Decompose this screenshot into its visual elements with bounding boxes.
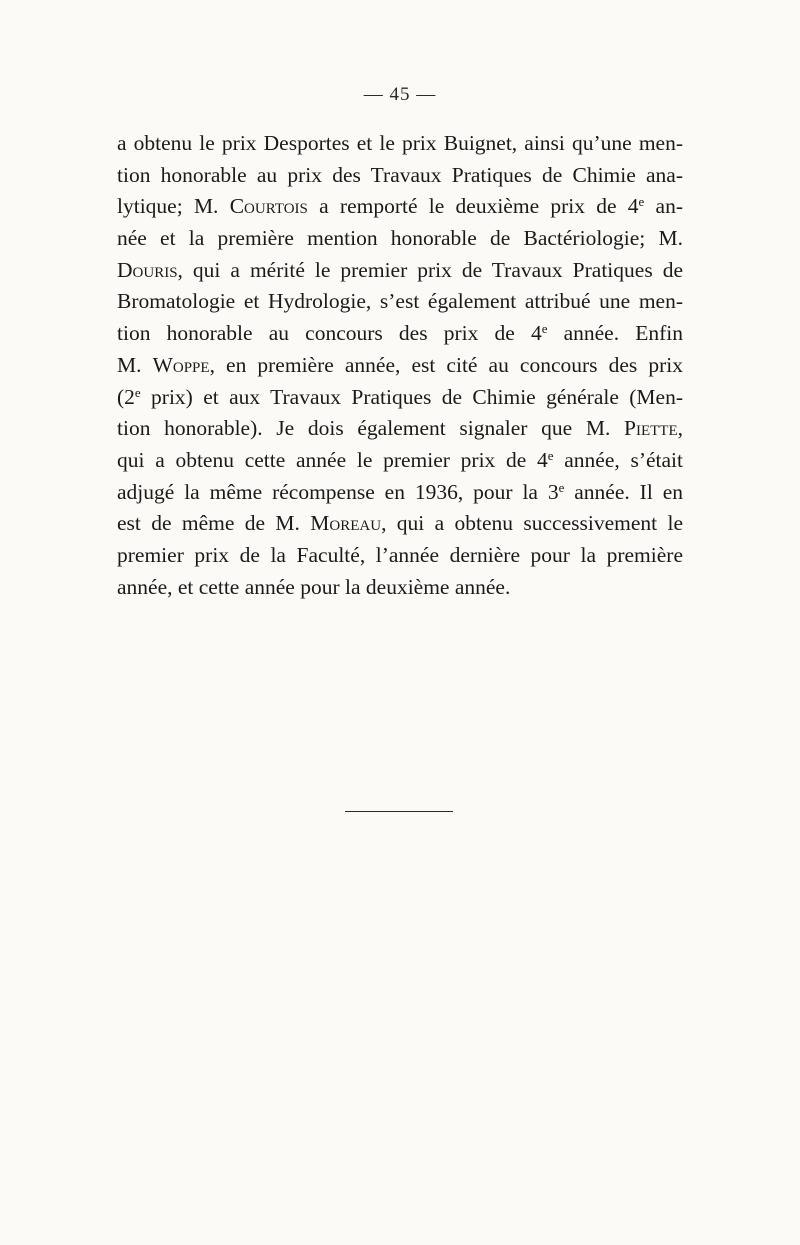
body-paragraph xyxy=(117,128,683,603)
text-segment: année, s’était xyxy=(553,447,683,472)
superscript: e xyxy=(134,385,141,400)
text-segment: , qui a mérité le premier prix de Travaux Pratiques de xyxy=(177,257,683,282)
text-line xyxy=(117,382,683,414)
text-line xyxy=(117,191,683,223)
superscript: e xyxy=(558,480,565,495)
text-segment: année. Il en xyxy=(564,479,684,504)
superscript: e xyxy=(541,322,548,337)
text-line xyxy=(117,223,683,255)
text-segment: a remporté le deuxième prix de 4 xyxy=(307,194,639,219)
name-smallcaps: Douris xyxy=(117,257,178,282)
text-segment: , qui a obtenu successivement le xyxy=(381,511,683,536)
text-segment: an- xyxy=(644,194,683,219)
name-smallcaps: Woppe xyxy=(152,352,210,377)
text-line xyxy=(117,445,683,477)
text-segment: qui a obtenu cette année le premier prix de 4 xyxy=(117,447,548,472)
text-segment: année. Enfin xyxy=(547,321,684,346)
text-line xyxy=(117,318,683,350)
text-segment: a obtenu le prix Desportes et le prix Buignet, ainsi qu’une men- xyxy=(117,131,683,155)
text-segment: tion honorable au prix des Travaux Pratiques de Chimie ana- xyxy=(117,162,683,187)
text-segment: lytique; M. xyxy=(117,194,230,219)
text-segment: tion honorable). Je dois également signaler que M. xyxy=(117,416,625,441)
text-segment: est de même de M. xyxy=(117,511,311,536)
text-line xyxy=(117,413,683,445)
name-smallcaps: Courtois xyxy=(229,194,308,219)
text-segment: (2 xyxy=(117,384,135,409)
text-segment: tion honorable au concours des prix de 4 xyxy=(117,321,542,346)
text-segment: Bromatologie et Hydrologie, s’est également attribué une men- xyxy=(117,289,683,314)
closing-rule xyxy=(345,811,453,812)
text-segment: année, et cette année pour la deuxième année. xyxy=(117,574,511,599)
text-segment: M. xyxy=(117,352,153,377)
name-smallcaps: Moreau xyxy=(310,511,382,536)
superscript: e xyxy=(547,448,554,463)
text-segment: , xyxy=(677,416,683,441)
text-line xyxy=(117,477,683,509)
text-line xyxy=(117,540,683,572)
text-line xyxy=(117,350,683,382)
text-segment: premier prix de la Faculté, l’année dernière pour la première xyxy=(117,542,683,567)
text-line xyxy=(117,128,683,160)
text-segment: adjugé la même récompense en 1936, pour la 3 xyxy=(117,479,559,504)
text-segment: prix) et aux Travaux Pratiques de Chimie générale (Men- xyxy=(140,384,683,409)
text-segment: née et la première mention honorable de Bactériologie; M. xyxy=(117,226,683,251)
text-line xyxy=(117,255,683,287)
text-line xyxy=(117,286,683,318)
superscript: e xyxy=(638,195,645,210)
text-line xyxy=(117,508,683,540)
page-number: — 45 — xyxy=(363,84,437,105)
text-line xyxy=(117,572,683,604)
name-smallcaps: Piette xyxy=(624,416,678,441)
text-line xyxy=(117,160,683,192)
text-segment: , en première année, est cité au concours des prix xyxy=(209,352,683,377)
